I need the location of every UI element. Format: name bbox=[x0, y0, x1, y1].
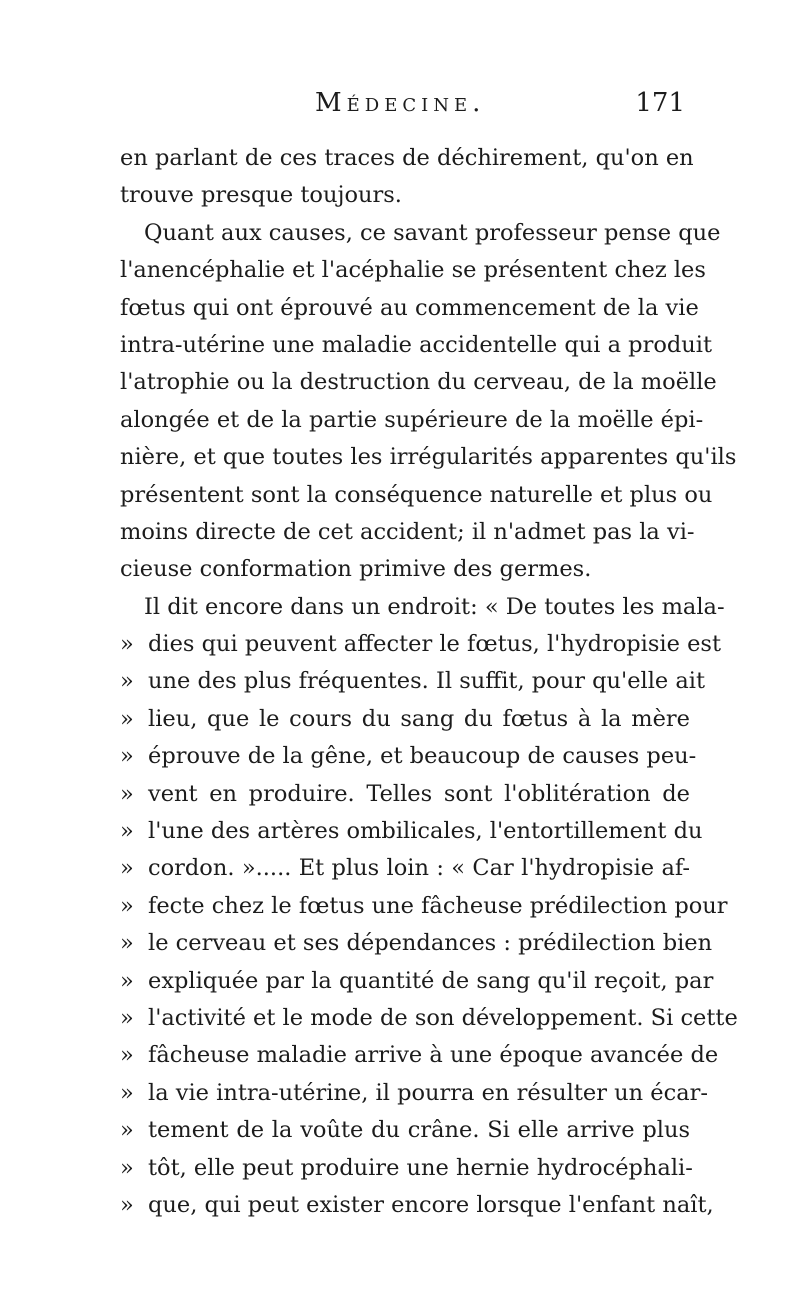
quote-mark: » bbox=[120, 743, 134, 770]
quote-mark: » bbox=[120, 780, 134, 807]
quoted-line bbox=[120, 1037, 719, 1074]
quote-mark: » bbox=[120, 668, 134, 695]
quoted-line bbox=[120, 963, 714, 1000]
quote-mark: » bbox=[120, 631, 134, 658]
text-line: cieuse conformation primive des germes. bbox=[120, 556, 592, 583]
quoted-line bbox=[120, 663, 706, 700]
quote-mark: » bbox=[120, 1004, 134, 1031]
quoted-text: que, qui peut exister encore lorsque l'enfant naît, bbox=[148, 1191, 714, 1218]
quoted-text: tement de la voûte du crâne. Si elle arrive plus bbox=[148, 1117, 690, 1144]
body-text bbox=[120, 140, 738, 1224]
quoted-line bbox=[120, 1000, 738, 1037]
quoted-line bbox=[120, 1187, 714, 1224]
page-header bbox=[120, 88, 690, 128]
quote-mark: » bbox=[120, 818, 134, 845]
text-line: nière, et que toutes les irrégularités apparentes qu'ils bbox=[120, 444, 737, 471]
text-line: moins directe de cet accident; il n'admet pas la vi- bbox=[120, 518, 695, 545]
running-title: Médecine. bbox=[315, 88, 486, 118]
text-line: trouve presque toujours. bbox=[120, 182, 402, 209]
quote-mark: » bbox=[120, 855, 134, 882]
quoted-text: dies qui peuvent affecter le fœtus, l'hydropisie est bbox=[148, 631, 721, 658]
text-line: présentent sont la conséquence naturelle et plus ou bbox=[120, 481, 713, 508]
text-line: en parlant de ces traces de déchirement, qu'on en bbox=[120, 145, 694, 171]
quoted-text: le cerveau et ses dépendances : prédilection bien bbox=[148, 930, 713, 957]
quoted-line bbox=[120, 701, 690, 738]
quoted-text: cordon. »..... Et plus loin : « Car l'hydropisie af- bbox=[148, 855, 690, 882]
text-line: l'anencéphalie et l'acéphalie se présentent chez les bbox=[120, 257, 706, 284]
quoted-text: vent en produire. Telles sont l'oblitération de bbox=[148, 780, 690, 807]
quoted-text: fâcheuse maladie arrive à une époque avancée de bbox=[148, 1042, 719, 1069]
quote-mark: » bbox=[120, 1154, 134, 1181]
quoted-line bbox=[120, 626, 721, 663]
quote-mark: » bbox=[120, 705, 134, 732]
text-line: Il dit encore dans un endroit: « De toutes les mala- bbox=[144, 593, 725, 620]
quoted-line bbox=[120, 1112, 690, 1149]
text-line: l'atrophie ou la destruction du cerveau, de la moëlle bbox=[120, 369, 717, 396]
quoted-line bbox=[120, 776, 690, 813]
quoted-text: lieu, que le cours du sang du fœtus à la mère bbox=[148, 705, 690, 732]
quote-mark: » bbox=[120, 1191, 134, 1218]
quoted-text: éprouve de la gêne, et beaucoup de causes peu- bbox=[148, 743, 697, 770]
text-line: alongée et de la partie supérieure de la moëlle épi- bbox=[120, 406, 704, 433]
quoted-text: l'activité et le mode de son développement. Si cette bbox=[148, 1004, 738, 1031]
quote-mark: » bbox=[120, 967, 134, 994]
quoted-line bbox=[120, 850, 690, 887]
page-number: 171 bbox=[635, 88, 685, 118]
quoted-text: l'une des artères ombilicales, l'entortillement du bbox=[148, 818, 703, 845]
quoted-line bbox=[120, 1075, 708, 1112]
quote-mark: » bbox=[120, 1042, 134, 1069]
quoted-line bbox=[120, 888, 728, 925]
text-line: Quant aux causes, ce savant professeur pense que bbox=[144, 219, 721, 246]
quoted-line bbox=[120, 738, 697, 775]
quoted-text: une des plus fréquentes. Il suffit, pour qu'elle ait bbox=[148, 668, 706, 695]
quoted-line bbox=[120, 1150, 693, 1187]
quoted-text: fecte chez le fœtus une fâcheuse prédilection pour bbox=[148, 892, 728, 919]
quoted-text: expliquée par la quantité de sang qu'il reçoit, par bbox=[148, 967, 714, 994]
quote-mark: » bbox=[120, 892, 134, 919]
quote-mark: » bbox=[120, 930, 134, 957]
quoted-line bbox=[120, 925, 713, 962]
quoted-text: tôt, elle peut produire une hernie hydrocéphali- bbox=[148, 1154, 693, 1181]
text-line: fœtus qui ont éprouvé au commencement de la vie bbox=[120, 294, 699, 321]
quoted-line bbox=[120, 813, 703, 850]
quote-mark: » bbox=[120, 1117, 134, 1144]
quote-mark: » bbox=[120, 1079, 134, 1106]
quoted-text: la vie intra-utérine, il pourra en résulter un écar- bbox=[148, 1079, 708, 1106]
text-line: intra-utérine une maladie accidentelle qui a produit bbox=[120, 331, 713, 358]
